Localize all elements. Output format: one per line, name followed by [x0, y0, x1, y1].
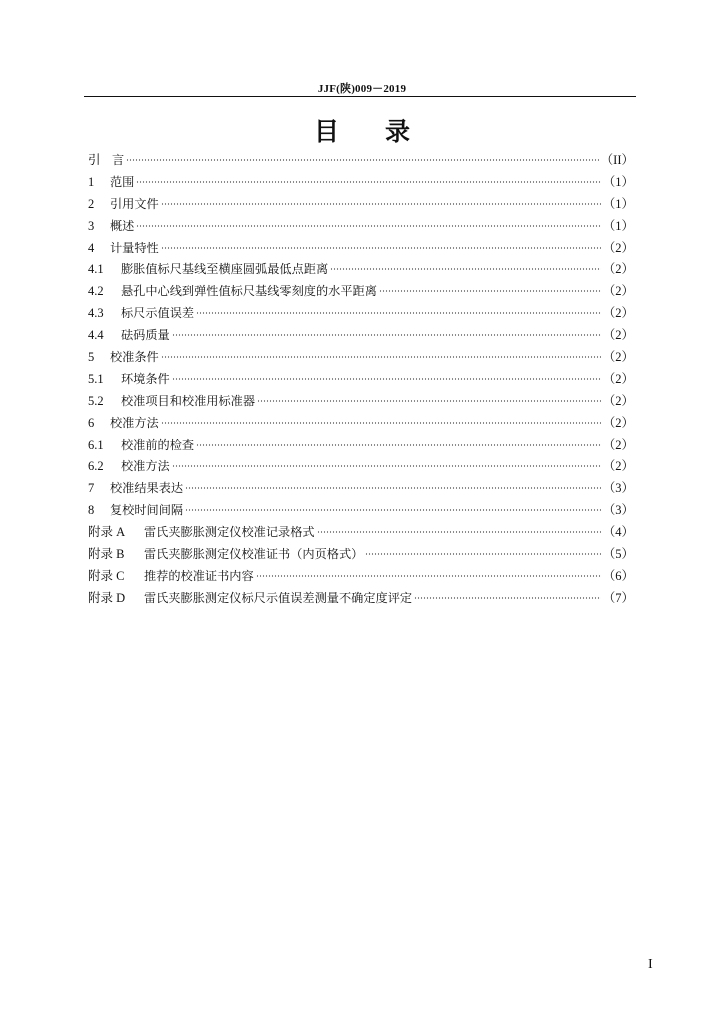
- toc-entry-title: 雷氏夹膨胀测定仪校准证书（内页格式）: [144, 547, 364, 562]
- toc-entry[interactable]: [88, 566, 634, 588]
- toc-entry[interactable]: [88, 281, 634, 303]
- toc-dot-leader: [196, 444, 601, 446]
- toc-entry-number: 5.1: [88, 371, 104, 386]
- toc-entry[interactable]: [88, 194, 634, 216]
- toc-entry-title: 引用文件: [110, 196, 159, 211]
- toc-entry-page: （2）: [602, 393, 634, 408]
- toc-entry-page: （2）: [602, 306, 634, 321]
- toc-entry-page: （2）: [602, 371, 634, 386]
- toc-entry-number: 3: [88, 218, 95, 233]
- toc-entry-title: 校准方法: [121, 459, 170, 474]
- toc-entry-number: 4.2: [88, 284, 104, 299]
- toc-dot-leader: [196, 312, 601, 314]
- toc-dot-leader: [379, 290, 601, 292]
- toc-entry[interactable]: [88, 150, 634, 172]
- toc-entry-number: 引: [88, 153, 101, 167]
- toc-entry-title: 范围: [110, 174, 135, 189]
- toc-entry-number: 6.1: [88, 437, 104, 452]
- toc-entry-title: 计量特性: [110, 240, 159, 255]
- toc-entry-number: 8: [88, 503, 95, 518]
- toc-dot-leader: [161, 247, 601, 249]
- toc-entry-title: 环境条件: [121, 371, 170, 386]
- toc-entry[interactable]: [88, 259, 634, 281]
- toc-dot-leader: [136, 181, 600, 183]
- toc-entry[interactable]: [88, 369, 634, 391]
- toc-entry-page: （II）: [600, 153, 634, 167]
- toc-entry-title: 砝码质量: [121, 328, 170, 343]
- toc-dot-leader: [185, 487, 601, 489]
- toc-dot-leader: [161, 203, 601, 205]
- toc-entry[interactable]: [88, 413, 634, 435]
- toc-entry-number: 附录 A: [88, 525, 126, 540]
- toc-entry-title: 校准结果表达: [110, 481, 184, 496]
- toc-entry[interactable]: [88, 500, 634, 522]
- toc-dot-leader: [257, 400, 601, 402]
- table-of-contents: [88, 150, 634, 610]
- toc-entry[interactable]: [88, 478, 634, 500]
- toc-entry-title: 雷氏夹膨胀测定仪校准记录格式: [144, 525, 315, 540]
- toc-entry[interactable]: [88, 391, 634, 413]
- toc-entry-title: 言: [112, 153, 125, 167]
- toc-entry-number: 附录 D: [88, 590, 126, 605]
- document-header: JJF(陕)009－2019: [317, 83, 407, 95]
- toc-entry[interactable]: [88, 216, 634, 238]
- toc-entry-page: （6）: [602, 568, 634, 583]
- toc-entry-number: 1: [88, 174, 95, 189]
- toc-entry-page: （1）: [602, 174, 634, 189]
- toc-dot-leader: [256, 575, 601, 577]
- toc-entry-title: 复校时间间隔: [110, 503, 184, 518]
- toc-entry-number: 4.1: [88, 262, 104, 277]
- toc-entry-title: 悬孔中心线到弹性值标尺基线零刻度的水平距离: [121, 284, 377, 299]
- toc-entry-title: 校准条件: [110, 350, 159, 365]
- toc-entry[interactable]: [88, 172, 634, 194]
- page-number: I: [648, 957, 653, 972]
- toc-entry-title: 校准方法: [110, 415, 159, 430]
- header-rule: [84, 96, 636, 97]
- toc-dot-leader: [330, 268, 601, 270]
- page-title: 目录: [313, 117, 456, 146]
- toc-entry-page: （2）: [602, 262, 634, 277]
- toc-entry-title: 膨胀值标尺基线至横座圆弧最低点距离: [121, 262, 329, 277]
- toc-entry-title: 校准前的检查: [121, 437, 195, 452]
- toc-dot-leader: [172, 465, 601, 467]
- toc-entry[interactable]: [88, 522, 634, 544]
- toc-entry-title: 推荐的校准证书内容: [144, 568, 254, 583]
- toc-entry-page: （2）: [602, 437, 634, 452]
- toc-dot-leader: [161, 422, 601, 424]
- toc-entry[interactable]: [88, 435, 634, 457]
- toc-entry-page: （2）: [602, 240, 634, 255]
- toc-entry-title: 标尺示值误差: [121, 306, 195, 321]
- toc-entry[interactable]: [88, 347, 634, 369]
- toc-entry-page: （1）: [602, 218, 634, 233]
- toc-entry-title: 雷氏夹膨胀测定仪标尺示值误差测量不确定度评定: [144, 590, 413, 605]
- toc-entry-page: （2）: [602, 459, 634, 474]
- toc-entry[interactable]: [88, 238, 634, 260]
- toc-entry-title: 概述: [110, 218, 135, 233]
- toc-entry-number: 5: [88, 350, 95, 365]
- toc-entry-page: （2）: [602, 350, 634, 365]
- toc-dot-leader: [185, 509, 601, 511]
- toc-entry-page: （5）: [602, 547, 634, 562]
- toc-entry-page: （2）: [602, 284, 634, 299]
- toc-entry-page: （3）: [602, 503, 634, 518]
- toc-entry[interactable]: [88, 303, 634, 325]
- toc-entry[interactable]: [88, 588, 634, 610]
- toc-dot-leader: [136, 225, 600, 227]
- toc-entry-number: 附录 C: [88, 568, 125, 583]
- toc-entry-number: 4: [88, 240, 95, 255]
- toc-entry-number: 7: [88, 481, 95, 496]
- toc-entry-page: （1）: [602, 196, 634, 211]
- toc-entry-title: 校准项目和校准用标准器: [121, 393, 256, 408]
- toc-entry-number: 6.2: [88, 459, 104, 474]
- toc-dot-leader: [161, 356, 601, 358]
- toc-entry-page: （2）: [602, 415, 634, 430]
- toc-dot-leader: [414, 597, 601, 599]
- toc-dot-leader: [365, 553, 600, 555]
- toc-entry-page: （7）: [602, 590, 634, 605]
- toc-dot-leader: [172, 378, 601, 380]
- toc-entry-number: 4.4: [88, 328, 104, 343]
- toc-entry-number: 6: [88, 415, 95, 430]
- toc-entry-page: （2）: [602, 328, 634, 343]
- toc-entry-number: 4.3: [88, 306, 104, 321]
- toc-entry-number: 2: [88, 196, 95, 211]
- toc-dot-leader: [126, 159, 598, 161]
- toc-entry-page: （3）: [602, 481, 634, 496]
- toc-entry-page: （4）: [602, 525, 634, 540]
- toc-dot-leader: [172, 334, 601, 336]
- toc-entry[interactable]: [88, 544, 634, 566]
- toc-entry[interactable]: [88, 325, 634, 347]
- toc-entry-number: 5.2: [88, 393, 104, 408]
- toc-entry[interactable]: [88, 456, 634, 478]
- toc-dot-leader: [317, 531, 601, 533]
- toc-entry-number: 附录 B: [88, 547, 125, 562]
